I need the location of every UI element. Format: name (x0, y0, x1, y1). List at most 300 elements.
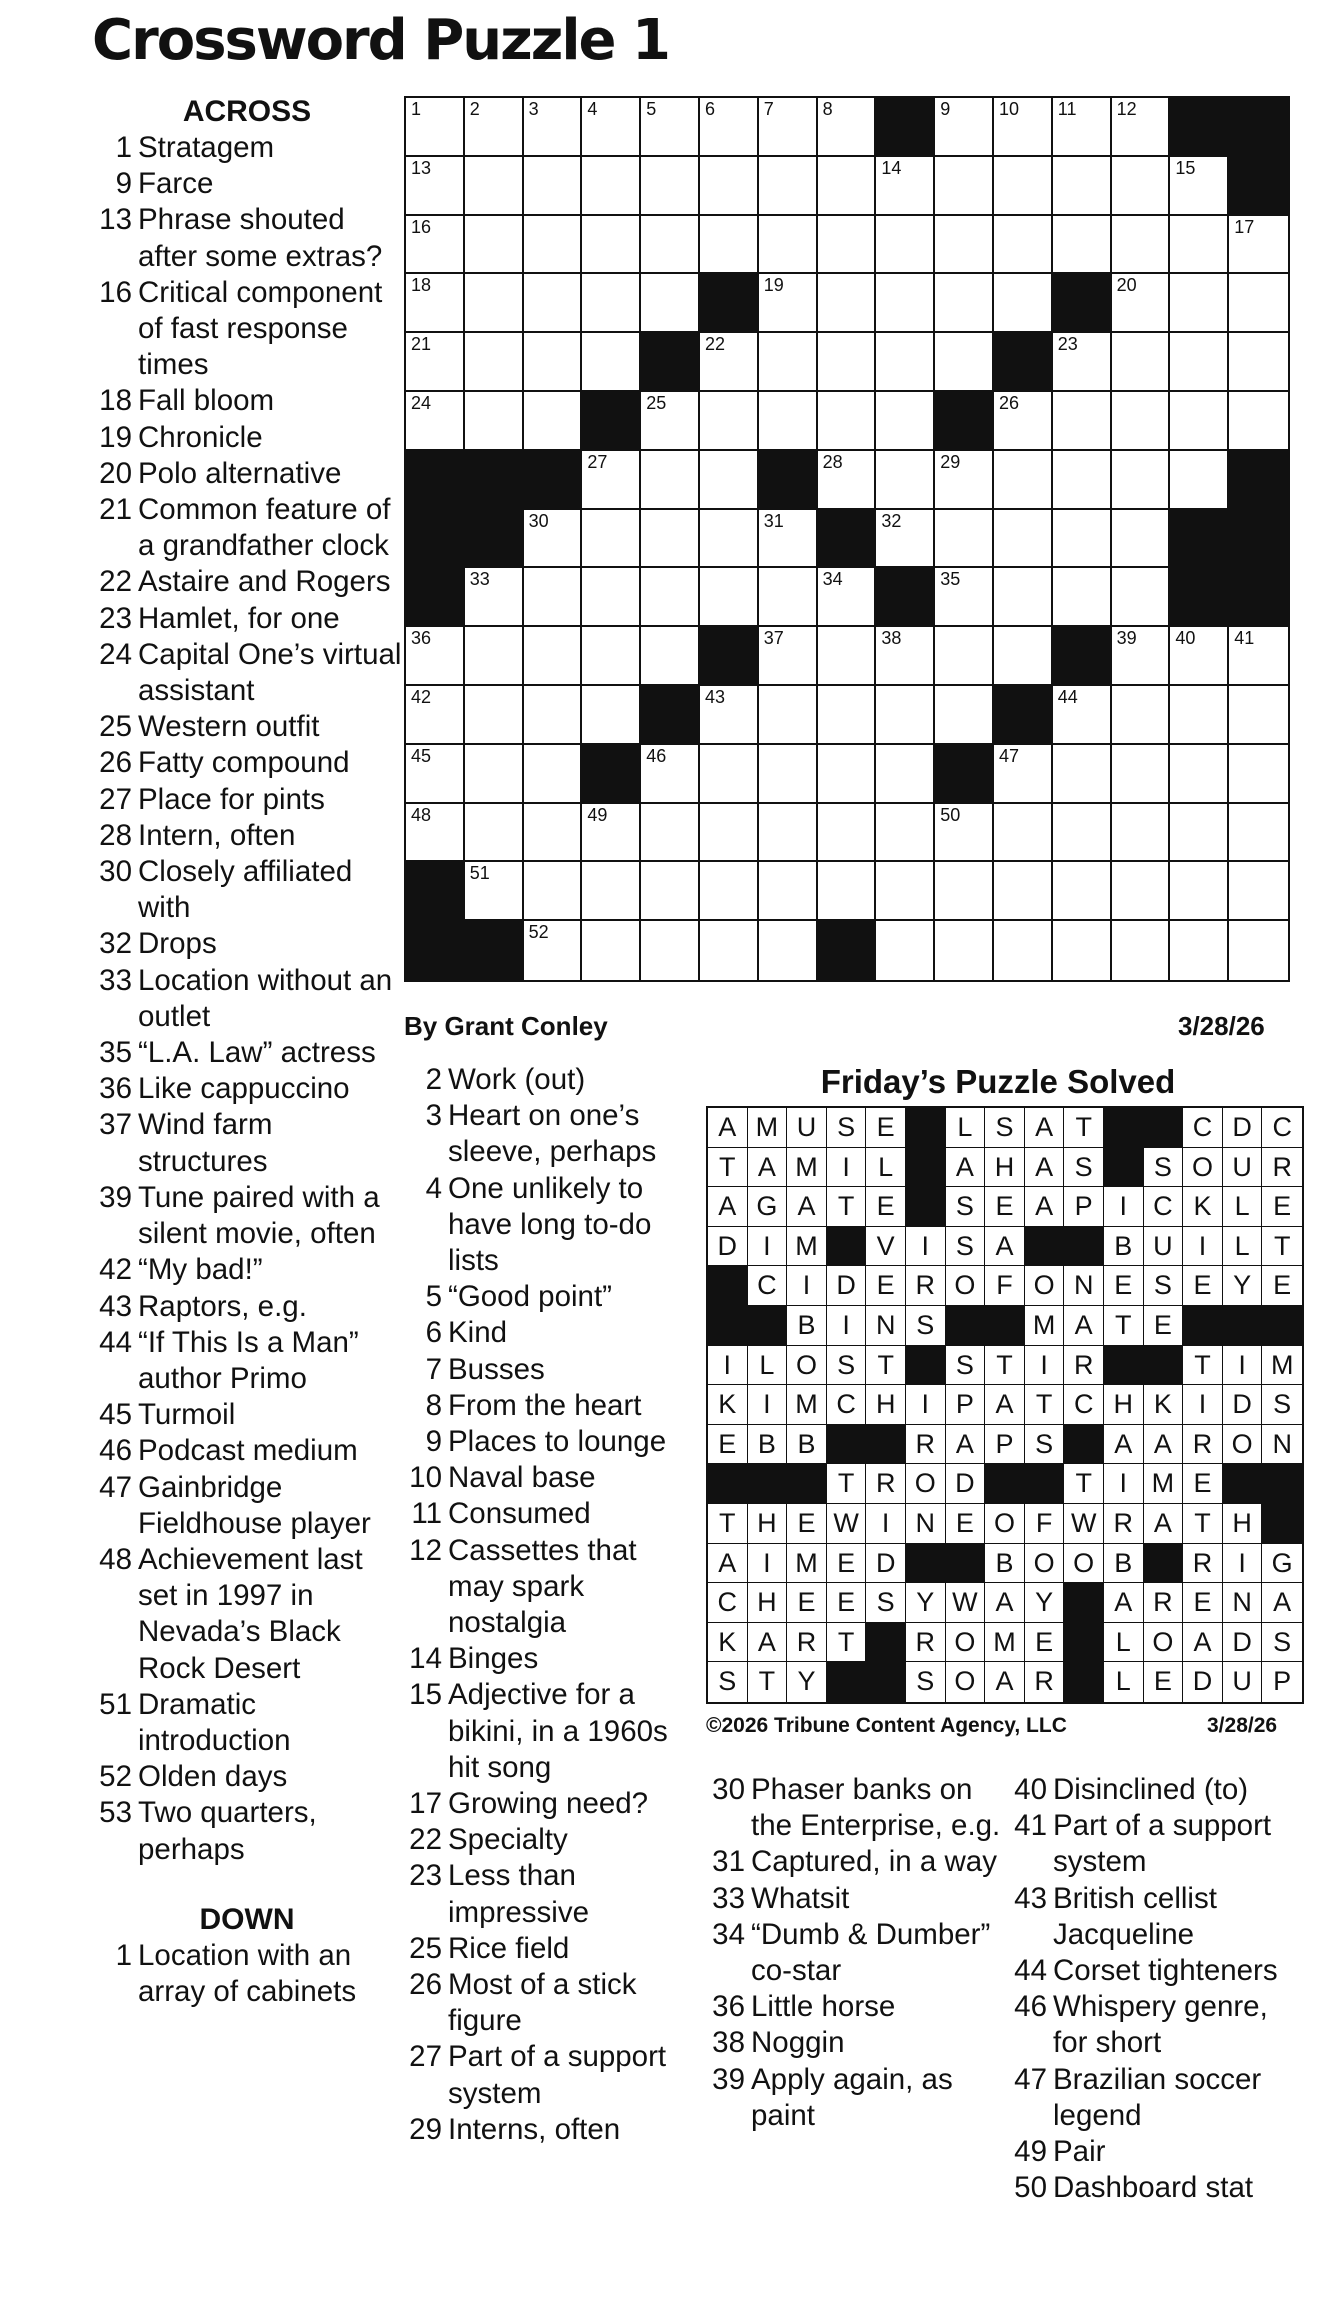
grid-cell[interactable] (994, 745, 1053, 804)
grid-cell[interactable] (641, 98, 700, 157)
down-clue[interactable] (402, 1171, 694, 1280)
grid-cell[interactable] (641, 804, 700, 863)
grid-cell[interactable] (700, 862, 759, 921)
across-clue[interactable] (92, 926, 402, 962)
down-clue[interactable] (402, 1062, 694, 1098)
down-clue[interactable] (705, 1917, 1005, 1989)
across-clue[interactable] (92, 1180, 402, 1252)
grid-cell[interactable] (759, 568, 818, 627)
grid-cell[interactable] (406, 333, 465, 392)
grid-cell[interactable] (700, 510, 759, 569)
down-clue[interactable] (402, 1641, 694, 1677)
down-clue[interactable] (1007, 2134, 1307, 2170)
solved-letter: A (1262, 1583, 1302, 1623)
grid-cell[interactable] (876, 745, 935, 804)
grid-cell[interactable] (641, 627, 700, 686)
grid-cell[interactable] (876, 333, 935, 392)
grid-cell[interactable] (1053, 451, 1112, 510)
grid-cell[interactable] (1112, 274, 1171, 333)
down-clue[interactable] (705, 1772, 1005, 1844)
grid-cell[interactable] (994, 862, 1053, 921)
grid-cell[interactable] (1170, 274, 1229, 333)
solved-letter: I (906, 1385, 946, 1425)
solved-black-square (1183, 1306, 1223, 1346)
grid-cell[interactable] (406, 627, 465, 686)
grid-cell[interactable] (994, 510, 1053, 569)
grid-cell[interactable] (582, 862, 641, 921)
down-clue[interactable] (402, 1786, 694, 1822)
across-clue[interactable] (92, 166, 402, 202)
grid-cell[interactable] (935, 804, 994, 863)
grid-cell[interactable] (524, 157, 583, 216)
grid-cell[interactable] (641, 392, 700, 451)
grid-cell[interactable] (1112, 216, 1171, 275)
down-clue[interactable] (402, 1424, 694, 1460)
grid-cell[interactable] (700, 157, 759, 216)
grid-cell[interactable] (524, 392, 583, 451)
grid-cell[interactable] (582, 274, 641, 333)
grid-cell[interactable] (406, 157, 465, 216)
grid-cell[interactable] (759, 157, 818, 216)
across-clue[interactable] (92, 456, 402, 492)
grid-cell[interactable] (524, 921, 583, 980)
grid-cell[interactable] (935, 862, 994, 921)
grid-cell[interactable] (1112, 804, 1171, 863)
grid-cell[interactable] (406, 392, 465, 451)
solved-black-square (708, 1464, 748, 1504)
grid-cell[interactable] (1170, 157, 1229, 216)
solved-letter: H (1104, 1385, 1144, 1425)
across-clue[interactable] (92, 1252, 402, 1288)
across-clue[interactable] (92, 1397, 402, 1433)
grid-cell[interactable] (524, 274, 583, 333)
grid-cell[interactable] (524, 216, 583, 275)
grid-cell[interactable] (582, 510, 641, 569)
grid-cell[interactable] (524, 333, 583, 392)
grid-cell[interactable] (406, 216, 465, 275)
across-clue[interactable] (92, 745, 402, 781)
grid-cell[interactable] (759, 627, 818, 686)
solved-letter: A (1025, 1148, 1065, 1188)
grid-cell[interactable] (818, 862, 877, 921)
grid-cell[interactable] (759, 333, 818, 392)
grid-cell[interactable] (1053, 392, 1112, 451)
grid-cell[interactable] (759, 392, 818, 451)
grid-cell[interactable] (1053, 157, 1112, 216)
grid-cell[interactable] (700, 216, 759, 275)
grid-cell[interactable] (1229, 333, 1288, 392)
down-clue[interactable] (402, 1533, 694, 1642)
grid-cell[interactable] (1112, 921, 1171, 980)
grid-cell[interactable] (1053, 216, 1112, 275)
solved-letter: M (787, 1385, 827, 1425)
grid-cell[interactable] (994, 98, 1053, 157)
grid-cell[interactable] (1170, 451, 1229, 510)
clue-number: 39 (99, 1180, 132, 1214)
grid-cell[interactable] (876, 921, 935, 980)
down-clue[interactable] (1007, 1953, 1307, 1989)
grid-cell[interactable] (700, 921, 759, 980)
down-clue[interactable] (92, 1938, 402, 2010)
grid-cell[interactable] (1170, 392, 1229, 451)
grid-cell[interactable] (641, 510, 700, 569)
grid-cell[interactable] (700, 568, 759, 627)
grid-cell[interactable] (582, 157, 641, 216)
grid-cell[interactable] (1229, 627, 1288, 686)
grid-cell[interactable] (1229, 686, 1288, 745)
grid-cell[interactable] (876, 510, 935, 569)
grid-cell[interactable] (700, 333, 759, 392)
solved-letter: C (1144, 1187, 1184, 1227)
grid-cell[interactable] (1229, 392, 1288, 451)
solved-black-square (866, 1662, 906, 1702)
grid-cell[interactable] (935, 216, 994, 275)
clue-text: Noggin (751, 2026, 845, 2060)
down-clue[interactable] (402, 2112, 694, 2148)
clue-text: Astaire and Rogers (138, 565, 391, 599)
across-clue[interactable] (92, 130, 402, 166)
down-clue[interactable] (402, 1967, 694, 2039)
grid-cell[interactable] (935, 510, 994, 569)
across-clue[interactable] (92, 1289, 402, 1325)
down-clue[interactable] (402, 1352, 694, 1388)
clue-number: 17 (409, 1787, 442, 1821)
grid-cell[interactable] (582, 98, 641, 157)
grid-cell[interactable] (935, 98, 994, 157)
grid-cell[interactable] (759, 686, 818, 745)
down-clue[interactable] (402, 1315, 694, 1351)
grid-cell[interactable] (700, 392, 759, 451)
across-clue[interactable] (92, 1542, 402, 1687)
down-clue[interactable] (402, 1822, 694, 1858)
across-clue[interactable] (92, 275, 402, 384)
solved-letter: A (985, 1583, 1025, 1623)
grid-cell[interactable] (876, 216, 935, 275)
grid-cell[interactable] (524, 745, 583, 804)
down-clue[interactable] (402, 1388, 694, 1424)
down-clue[interactable] (402, 1098, 694, 1170)
grid-cell[interactable] (1053, 921, 1112, 980)
grid-cell[interactable] (1053, 686, 1112, 745)
down-clue[interactable] (402, 1931, 694, 1967)
grid-cell[interactable] (524, 686, 583, 745)
grid-cell[interactable] (1053, 862, 1112, 921)
solved-letter: R (866, 1464, 906, 1504)
down-clue[interactable] (402, 1496, 694, 1532)
across-clue[interactable] (92, 782, 402, 818)
grid-cell[interactable] (759, 510, 818, 569)
grid-cell[interactable] (582, 451, 641, 510)
across-clue[interactable] (92, 383, 402, 419)
grid-cell[interactable] (582, 568, 641, 627)
grid-cell[interactable] (641, 216, 700, 275)
grid-cell[interactable] (759, 216, 818, 275)
grid-cell[interactable] (818, 627, 877, 686)
solved-letter: H (1223, 1504, 1263, 1544)
grid-cell[interactable] (759, 862, 818, 921)
grid-cell[interactable] (818, 451, 877, 510)
grid-cell[interactable] (406, 804, 465, 863)
grid-cell[interactable] (465, 804, 524, 863)
across-clue[interactable] (92, 1325, 402, 1397)
grid-cell[interactable] (935, 333, 994, 392)
grid-cell[interactable] (465, 568, 524, 627)
grid-cell[interactable] (876, 274, 935, 333)
black-square (994, 686, 1053, 745)
grid-cell[interactable] (818, 216, 877, 275)
cell-number: 11 (1057, 99, 1077, 119)
cell-number: 10 (999, 99, 1020, 119)
grid-cell[interactable] (465, 686, 524, 745)
down-clue[interactable] (402, 1677, 694, 1786)
grid-cell[interactable] (582, 216, 641, 275)
grid-cell[interactable] (994, 451, 1053, 510)
grid-cell[interactable] (524, 627, 583, 686)
solved-letter: A (787, 1187, 827, 1227)
grid-cell[interactable] (759, 98, 818, 157)
down-clue[interactable] (402, 2039, 694, 2111)
clue-number: 23 (99, 601, 132, 635)
grid-cell[interactable] (994, 274, 1053, 333)
down-clue[interactable] (1007, 1989, 1307, 2061)
solved-letter: N (1262, 1425, 1302, 1465)
grid-cell[interactable] (641, 157, 700, 216)
grid-cell[interactable] (641, 568, 700, 627)
across-clue[interactable] (92, 854, 402, 926)
grid-cell[interactable] (1112, 333, 1171, 392)
grid-cell[interactable] (1053, 568, 1112, 627)
grid-cell[interactable] (1112, 862, 1171, 921)
grid-cell[interactable] (1112, 510, 1171, 569)
solved-letter: E (1183, 1464, 1223, 1504)
cell-number: 14 (881, 157, 902, 178)
solved-letter: I (906, 1227, 946, 1267)
grid-cell[interactable] (1170, 862, 1229, 921)
down-clue[interactable] (705, 1989, 1005, 2025)
across-clue[interactable] (92, 1687, 402, 1759)
grid-cell[interactable] (876, 627, 935, 686)
down-clue[interactable] (1007, 2170, 1307, 2206)
grid-cell[interactable] (641, 274, 700, 333)
down-clue[interactable] (402, 1279, 694, 1315)
grid-cell[interactable] (582, 921, 641, 980)
across-clue[interactable] (92, 1071, 402, 1107)
grid-cell[interactable] (1053, 510, 1112, 569)
clue-number: 22 (409, 1823, 442, 1857)
black-square (641, 333, 700, 392)
grid-cell[interactable] (524, 568, 583, 627)
clue-number: 9 (425, 1425, 442, 1459)
grid-cell[interactable] (1112, 686, 1171, 745)
grid-cell[interactable] (524, 98, 583, 157)
grid-cell[interactable] (1112, 98, 1171, 157)
grid-cell[interactable] (700, 98, 759, 157)
grid-cell[interactable] (994, 921, 1053, 980)
across-clue[interactable] (92, 637, 402, 709)
grid-cell[interactable] (1112, 157, 1171, 216)
grid-cell[interactable] (935, 627, 994, 686)
grid-cell[interactable] (1112, 392, 1171, 451)
down-clue[interactable] (1007, 1772, 1307, 1808)
grid-cell[interactable] (524, 510, 583, 569)
grid-cell[interactable] (759, 804, 818, 863)
grid-cell[interactable] (582, 686, 641, 745)
across-clue[interactable] (92, 1035, 402, 1071)
grid-cell[interactable] (876, 157, 935, 216)
grid-cell[interactable] (876, 804, 935, 863)
grid-cell[interactable] (1170, 745, 1229, 804)
grid-cell[interactable] (641, 862, 700, 921)
across-clue[interactable] (92, 564, 402, 600)
grid-cell[interactable] (876, 451, 935, 510)
grid-cell[interactable] (876, 392, 935, 451)
solved-letter: S (906, 1662, 946, 1702)
grid-cell[interactable] (1229, 216, 1288, 275)
grid-cell[interactable] (1170, 333, 1229, 392)
grid-cell[interactable] (1170, 804, 1229, 863)
grid-cell[interactable] (700, 686, 759, 745)
grid-cell[interactable] (1053, 98, 1112, 157)
grid-cell[interactable] (1170, 216, 1229, 275)
grid-cell[interactable] (994, 804, 1053, 863)
grid-cell[interactable] (465, 862, 524, 921)
across-clue[interactable] (92, 1795, 402, 1867)
grid-cell[interactable] (818, 333, 877, 392)
solved-black-square (1262, 1464, 1302, 1504)
grid-cell[interactable] (406, 274, 465, 333)
grid-cell[interactable] (935, 451, 994, 510)
clue-text: Location without an outlet (138, 963, 393, 1033)
solved-letter: S (1025, 1425, 1065, 1465)
down-clue[interactable] (705, 1844, 1005, 1880)
grid-cell[interactable] (759, 274, 818, 333)
across-clue[interactable] (92, 709, 402, 745)
grid-cell[interactable] (406, 98, 465, 157)
grid-cell[interactable] (818, 804, 877, 863)
grid-cell[interactable] (935, 921, 994, 980)
grid-cell[interactable] (994, 157, 1053, 216)
down-clue[interactable] (705, 1881, 1005, 1917)
grid-cell[interactable] (465, 216, 524, 275)
solved-letter: S (1144, 1148, 1184, 1188)
grid-cell[interactable] (582, 804, 641, 863)
grid-cell[interactable] (582, 627, 641, 686)
across-clue[interactable] (92, 492, 402, 564)
across-clue[interactable] (92, 202, 402, 274)
grid-cell[interactable] (818, 98, 877, 157)
across-clue[interactable] (92, 818, 402, 854)
grid-cell[interactable] (465, 98, 524, 157)
down-clue[interactable] (1007, 1881, 1307, 1953)
grid-cell[interactable] (524, 804, 583, 863)
grid-cell[interactable] (1170, 627, 1229, 686)
grid-cell[interactable] (1229, 862, 1288, 921)
grid-cell[interactable] (994, 568, 1053, 627)
grid-cell[interactable] (759, 921, 818, 980)
grid-cell[interactable] (700, 745, 759, 804)
grid-cell[interactable] (818, 745, 877, 804)
grid-cell[interactable] (1229, 804, 1288, 863)
grid-cell[interactable] (1053, 804, 1112, 863)
grid-cell[interactable] (818, 686, 877, 745)
across-clue[interactable] (92, 601, 402, 637)
cell-number: 12 (1116, 99, 1137, 119)
grid-cell[interactable] (994, 627, 1053, 686)
grid-cell[interactable] (465, 157, 524, 216)
solved-letter: S (946, 1187, 986, 1227)
down-clue[interactable] (402, 1858, 694, 1930)
grid-cell[interactable] (876, 686, 935, 745)
grid-cell[interactable] (582, 333, 641, 392)
grid-cell[interactable] (465, 333, 524, 392)
grid-cell[interactable] (759, 745, 818, 804)
grid-cell[interactable] (1112, 627, 1171, 686)
grid-cell[interactable] (994, 216, 1053, 275)
down-clue[interactable] (402, 1460, 694, 1496)
black-square (1229, 510, 1288, 569)
grid-cell[interactable] (641, 921, 700, 980)
grid-cell[interactable] (1112, 451, 1171, 510)
grid-cell[interactable] (406, 686, 465, 745)
across-clue[interactable] (92, 420, 402, 456)
solved-letter: N (866, 1306, 906, 1346)
crossword-grid[interactable] (404, 96, 1290, 982)
grid-cell[interactable] (465, 392, 524, 451)
grid-cell[interactable] (465, 274, 524, 333)
grid-cell[interactable] (641, 745, 700, 804)
down-clue[interactable] (705, 2062, 1005, 2134)
grid-cell[interactable] (818, 157, 877, 216)
across-clue[interactable] (92, 1759, 402, 1795)
grid-cell[interactable] (406, 745, 465, 804)
clue-number: 5 (425, 1280, 442, 1314)
grid-cell[interactable] (935, 686, 994, 745)
down-clue[interactable] (705, 2025, 1005, 2061)
across-clue[interactable] (92, 963, 402, 1035)
grid-cell[interactable] (700, 804, 759, 863)
grid-cell[interactable] (876, 862, 935, 921)
grid-cell[interactable] (700, 451, 759, 510)
solved-letter: C (708, 1583, 748, 1623)
grid-cell[interactable] (465, 745, 524, 804)
grid-cell[interactable] (935, 568, 994, 627)
grid-cell[interactable] (524, 862, 583, 921)
across-clue[interactable] (92, 1470, 402, 1542)
grid-cell[interactable] (465, 627, 524, 686)
grid-cell[interactable] (1170, 921, 1229, 980)
grid-cell[interactable] (818, 392, 877, 451)
grid-cell[interactable] (818, 274, 877, 333)
grid-cell[interactable] (1229, 745, 1288, 804)
grid-cell[interactable] (641, 451, 700, 510)
grid-cell[interactable] (1112, 745, 1171, 804)
grid-cell[interactable] (1170, 686, 1229, 745)
grid-cell[interactable] (935, 274, 994, 333)
grid-cell[interactable] (818, 568, 877, 627)
grid-cell[interactable] (1053, 333, 1112, 392)
down-clue[interactable] (1007, 1808, 1307, 1880)
grid-cell[interactable] (935, 157, 994, 216)
down-clue[interactable] (1007, 2062, 1307, 2134)
grid-cell[interactable] (1053, 745, 1112, 804)
grid-cell[interactable] (994, 392, 1053, 451)
across-clue[interactable] (92, 1433, 402, 1469)
grid-cell[interactable] (1229, 274, 1288, 333)
grid-cell[interactable] (1229, 921, 1288, 980)
across-clue[interactable] (92, 1107, 402, 1179)
solved-letter: G (748, 1187, 788, 1227)
grid-cell[interactable] (1112, 568, 1171, 627)
